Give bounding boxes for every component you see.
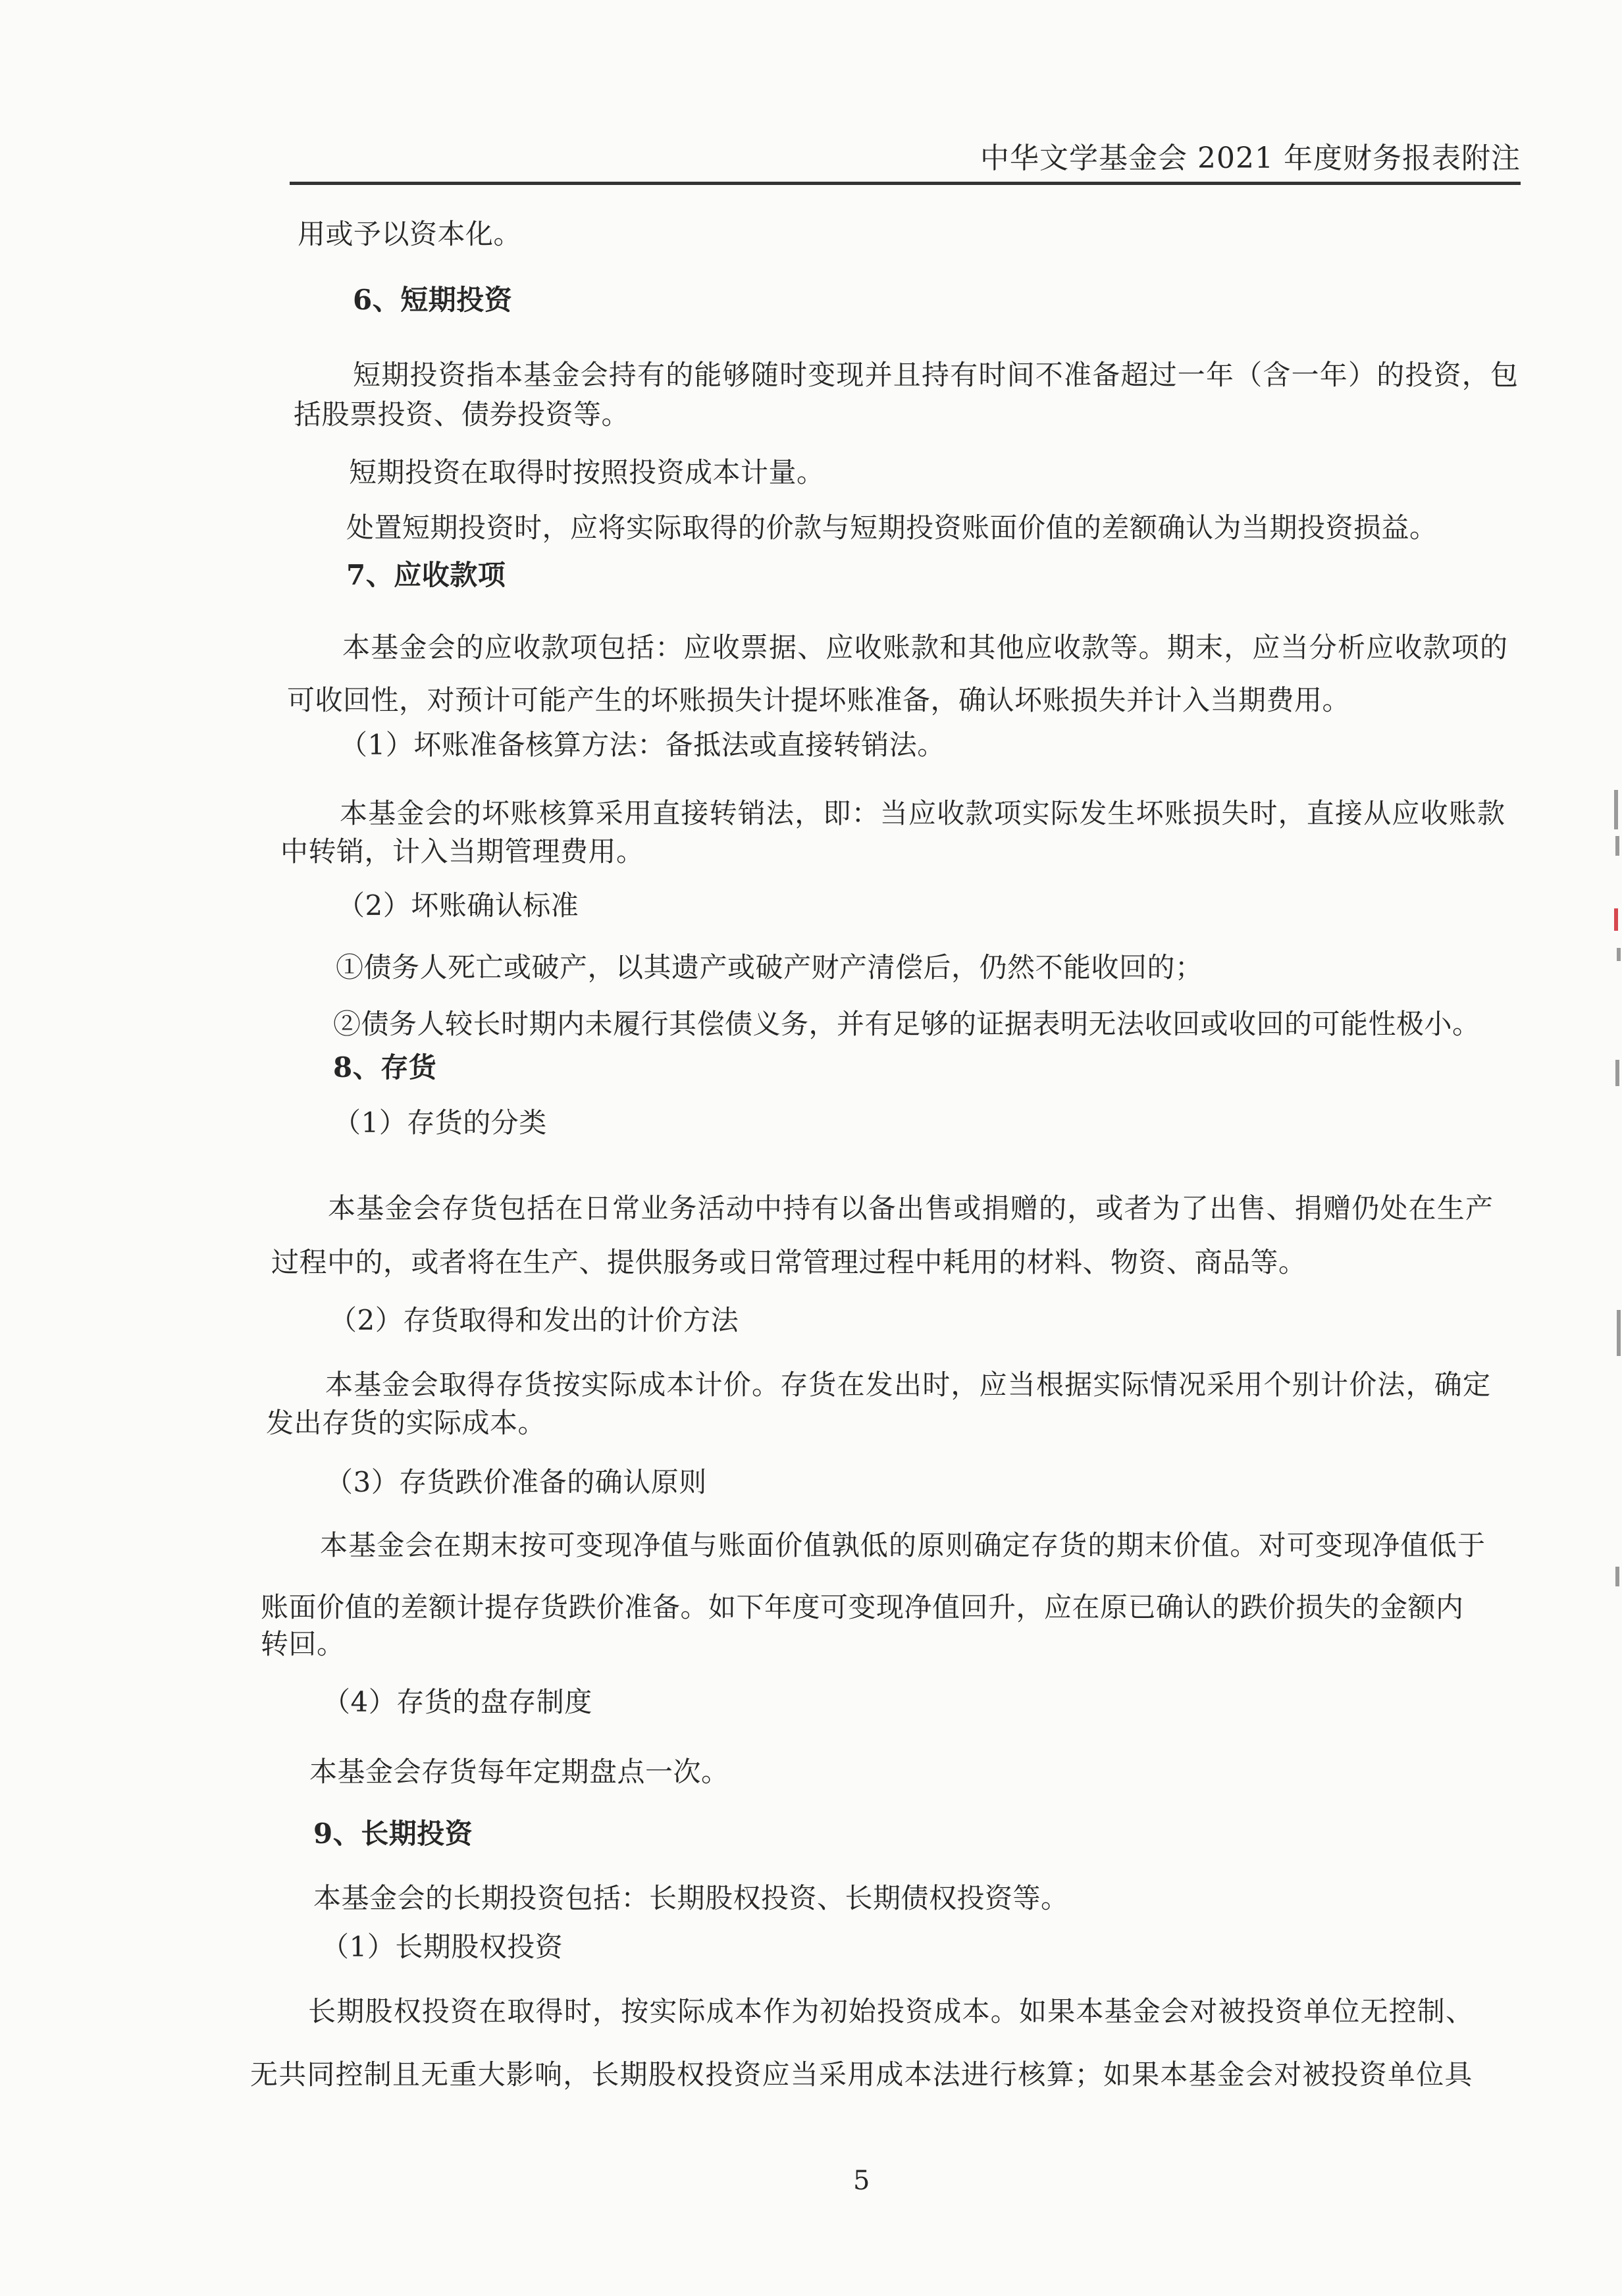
page-number: 5 [853, 2166, 870, 2196]
section-heading: 6、短期投资 [353, 284, 513, 316]
scan-mark [1615, 836, 1619, 856]
subsection-heading: （2）存货取得和发出的计价方法 [329, 1304, 739, 1336]
paragraph-line: 处置短期投资时，应将实际取得的价款与短期投资账面价值的差额确认为当期投资损益。 [346, 511, 1438, 544]
paragraph-line: 本基金会的应收款项包括：应收票据、应收账款和其他应收款等。期末，应当分析应收款项的 [342, 631, 1509, 664]
subsection-heading: （1）长期股权投资 [321, 1931, 563, 1963]
subsection-heading: （1）坏账准备核算方法：备抵法或直接转销法。 [340, 729, 945, 761]
subsection-heading: （2）坏账确认标准 [337, 889, 579, 922]
paragraph-line: 可收回性，对预计可能产生的坏账损失计提坏账准备，确认坏账损失并计入当期费用。 [287, 684, 1351, 716]
paragraph-line: 中转销，计入当期管理费用。 [280, 835, 644, 868]
scan-mark [1614, 790, 1618, 829]
paragraph-line: ①债务人死亡或破产，以其遗产或破产财产清偿后，仍然不能收回的； [336, 951, 1203, 983]
page-header [290, 138, 1521, 185]
paragraph-line: 账面价值的差额计提存货跌价准备。如下年度可变现净值回升，应在原已确认的跌价损失的金额内 [261, 1591, 1464, 1623]
section-heading: 8、存货 [333, 1051, 437, 1083]
subsection-heading: （3）存货跌价准备的确认原则 [325, 1466, 707, 1498]
paragraph-line: 本基金会在期末按可变现净值与账面价值孰低的原则确定存货的期末价值。对可变现净值低于 [320, 1529, 1486, 1561]
paragraph-line: ②债务人较长时期内未履行其偿债义务，并有足够的证据表明无法收回或收回的可能性极小。 [333, 1008, 1480, 1040]
paragraph-line: 无共同控制且无重大影响，长期股权投资应当采用成本法进行核算；如果本基金会对被投资单位具 [250, 2058, 1473, 2091]
paragraph-line: 本基金会取得存货按实际成本计价。存货在发出时，应当根据实际情况采用个别计价法，确定 [325, 1369, 1492, 1401]
paragraph-line: 括股票投资、债券投资等。 [294, 398, 630, 430]
paragraph-line: 发出存货的实际成本。 [266, 1407, 546, 1439]
section-heading: 7、应收款项 [346, 559, 506, 591]
section-heading: 9、长期投资 [313, 1817, 473, 1850]
scan-mark [1615, 1567, 1619, 1586]
paragraph-line: 本基金会存货包括在日常业务活动中持有以备出售或捐赠的，或者为了出售、捐赠仍处在生产 [328, 1192, 1494, 1224]
paragraph-line: 用或予以资本化。 [298, 218, 522, 250]
paragraph-line: 短期投资指本基金会持有的能够随时变现并且持有时间不准备超过一年（含一年）的投资，包 [353, 359, 1519, 391]
scan-mark [1617, 948, 1621, 961]
subsection-heading: （1）存货的分类 [333, 1107, 547, 1139]
scan-mark [1615, 1060, 1619, 1086]
paragraph-line: 长期股权投资在取得时，按实际成本作为初始投资成本。如果本基金会对被投资单位无控制、 [308, 1995, 1475, 2027]
paragraph-line: 过程中的，或者将在生产、提供服务或日常管理过程中耗用的材料、物资、商品等。 [271, 1246, 1307, 1278]
header-title: 中华文学基金会 2021 年度财务报表附注 [980, 142, 1521, 175]
scan-mark [1617, 1310, 1621, 1356]
scan-mark [1614, 908, 1618, 931]
paragraph-line: 本基金会存货每年定期盘点一次。 [309, 1756, 729, 1788]
subsection-heading: （4）存货的盘存制度 [323, 1686, 592, 1718]
paragraph-line: 转回。 [261, 1628, 345, 1660]
paragraph-line: 短期投资在取得时按照投资成本计量。 [349, 456, 825, 488]
paragraph-line: 本基金会的坏账核算采用直接转销法，即：当应收款项实际发生坏账损失时，直接从应收账款 [340, 797, 1506, 829]
paragraph-line: 本基金会的长期投资包括：长期股权投资、长期债权投资等。 [313, 1882, 1069, 1914]
